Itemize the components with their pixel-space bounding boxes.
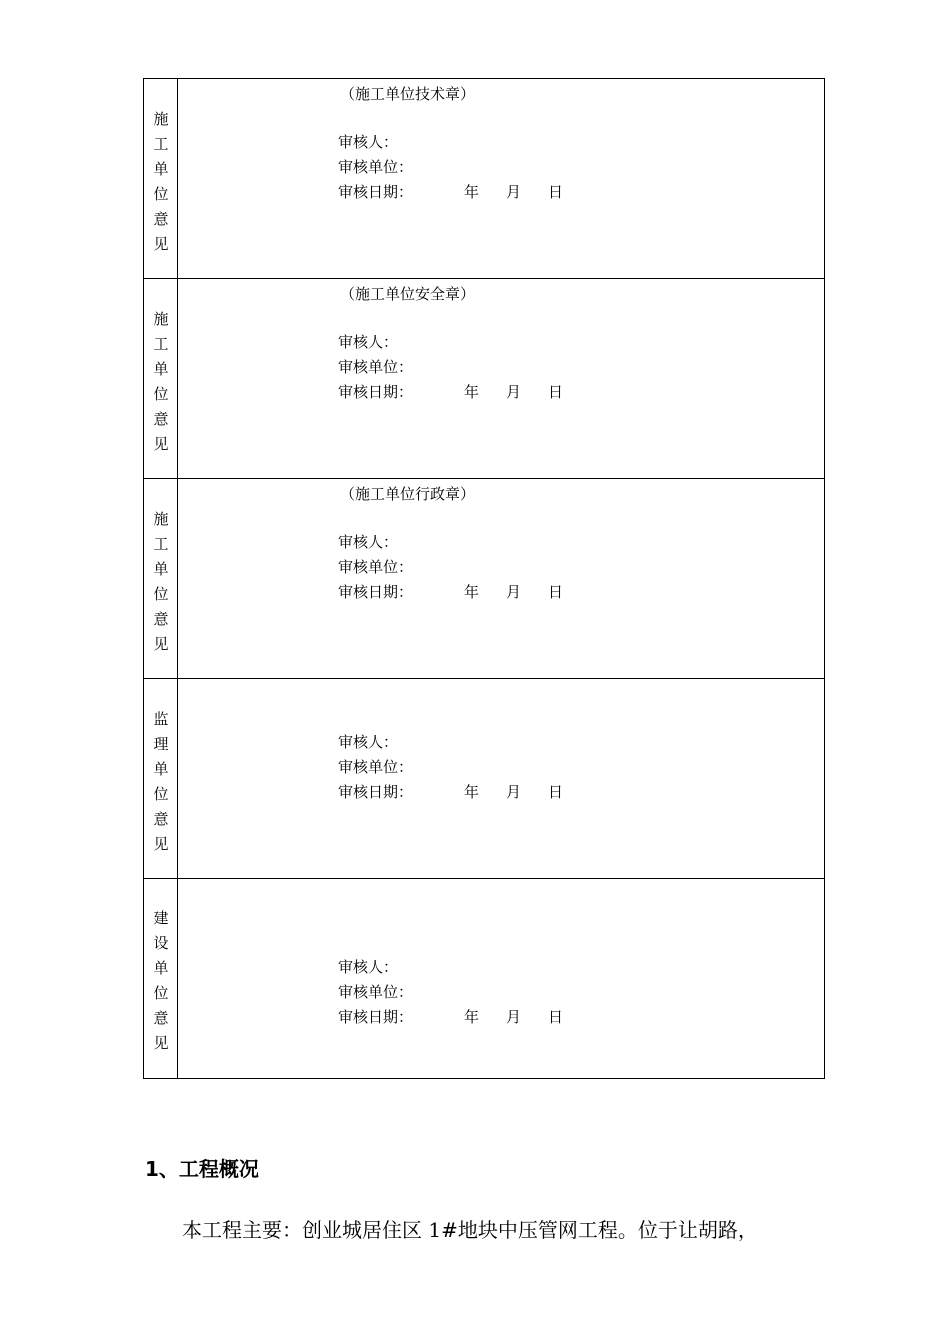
approval-row xyxy=(144,679,825,879)
year-label: 年 xyxy=(464,383,480,401)
month-label: 月 xyxy=(506,183,522,201)
review-fields xyxy=(338,730,563,805)
label-char: 位 xyxy=(153,385,169,403)
review-fields xyxy=(338,955,563,1030)
label-char: 见 xyxy=(153,835,169,853)
label-char: 单 xyxy=(153,560,169,578)
date-label: 审核日期： xyxy=(338,783,414,801)
row-content-cell xyxy=(178,279,825,479)
day-label: 日 xyxy=(548,783,564,801)
label-char: 工 xyxy=(153,135,169,153)
reviewer-field: 审核人： xyxy=(338,133,399,151)
review-fields xyxy=(338,330,563,405)
label-char: 位 xyxy=(153,185,169,203)
reviewer-field: 审核人： xyxy=(338,733,399,751)
year-label: 年 xyxy=(464,1008,480,1026)
row-label xyxy=(144,307,178,457)
approval-row xyxy=(144,879,825,1079)
label-char: 见 xyxy=(153,1034,169,1052)
month-label: 月 xyxy=(506,783,522,801)
row-label-cell xyxy=(144,479,178,679)
month-label: 月 xyxy=(506,383,522,401)
review-unit-field: 审核单位： xyxy=(338,358,414,376)
label-char: 意 xyxy=(153,1009,169,1027)
label-char: 位 xyxy=(153,585,169,603)
row-content-cell xyxy=(178,679,825,879)
label-char: 理 xyxy=(153,735,169,753)
day-label: 日 xyxy=(548,583,564,601)
reviewer-field: 审核人： xyxy=(338,958,399,976)
label-char: 见 xyxy=(153,235,169,253)
label-char: 单 xyxy=(153,760,169,778)
seal-label: （施工单位安全章） xyxy=(340,285,476,303)
reviewer-field: 审核人： xyxy=(338,333,399,351)
row-content-cell xyxy=(178,79,825,279)
label-char: 施 xyxy=(153,110,169,128)
section-paragraph: 本工程主要：创业城居住区 1#地块中压管网工程。位于让胡路， xyxy=(182,1218,758,1242)
year-label: 年 xyxy=(464,183,480,201)
date-label: 审核日期： xyxy=(338,583,414,601)
year-label: 年 xyxy=(464,583,480,601)
review-fields xyxy=(338,530,563,605)
approval-row xyxy=(144,479,825,679)
reviewer-field: 审核人： xyxy=(338,533,399,551)
label-char: 意 xyxy=(153,410,169,428)
approval-row xyxy=(144,279,825,479)
section-heading: 1、工程概况 xyxy=(145,1157,259,1181)
label-char: 工 xyxy=(153,335,169,353)
review-fields xyxy=(338,130,563,205)
label-char: 位 xyxy=(153,785,169,803)
seal-label: （施工单位技术章） xyxy=(340,85,476,103)
review-unit-field: 审核单位： xyxy=(338,558,414,576)
approval-row xyxy=(144,79,825,279)
label-char: 见 xyxy=(153,635,169,653)
review-date-field xyxy=(338,380,563,405)
label-char: 单 xyxy=(153,160,169,178)
label-char: 见 xyxy=(153,435,169,453)
month-label: 月 xyxy=(506,1008,522,1026)
row-label-cell xyxy=(144,679,178,879)
date-label: 审核日期： xyxy=(338,383,414,401)
row-content-cell xyxy=(178,879,825,1079)
review-unit-field: 审核单位： xyxy=(338,983,414,1001)
label-char: 单 xyxy=(153,959,169,977)
seal-label: （施工单位行政章） xyxy=(340,485,476,503)
review-date-field xyxy=(338,580,563,605)
label-char: 施 xyxy=(153,310,169,328)
row-content-cell xyxy=(178,479,825,679)
label-char: 建 xyxy=(153,909,169,927)
label-char: 工 xyxy=(153,535,169,553)
row-label-cell xyxy=(144,879,178,1079)
label-char: 设 xyxy=(153,934,169,952)
review-date-field xyxy=(338,780,563,805)
month-label: 月 xyxy=(506,583,522,601)
label-char: 意 xyxy=(153,210,169,228)
label-char: 位 xyxy=(153,984,169,1002)
date-label: 审核日期： xyxy=(338,183,414,201)
label-char: 施 xyxy=(153,510,169,528)
row-label xyxy=(144,707,178,857)
review-unit-field: 审核单位： xyxy=(338,758,414,776)
year-label: 年 xyxy=(464,783,480,801)
review-date-field xyxy=(338,180,563,205)
label-char: 意 xyxy=(153,610,169,628)
day-label: 日 xyxy=(548,383,564,401)
row-label-cell xyxy=(144,279,178,479)
label-char: 单 xyxy=(153,360,169,378)
row-label xyxy=(144,906,178,1056)
date-label: 审核日期： xyxy=(338,1008,414,1026)
day-label: 日 xyxy=(548,1008,564,1026)
row-label xyxy=(144,507,178,657)
review-date-field xyxy=(338,1005,563,1030)
label-char: 监 xyxy=(153,710,169,728)
approval-table xyxy=(143,78,825,1079)
day-label: 日 xyxy=(548,183,564,201)
row-label xyxy=(144,107,178,257)
row-label-cell xyxy=(144,79,178,279)
label-char: 意 xyxy=(153,810,169,828)
review-unit-field: 审核单位： xyxy=(338,158,414,176)
